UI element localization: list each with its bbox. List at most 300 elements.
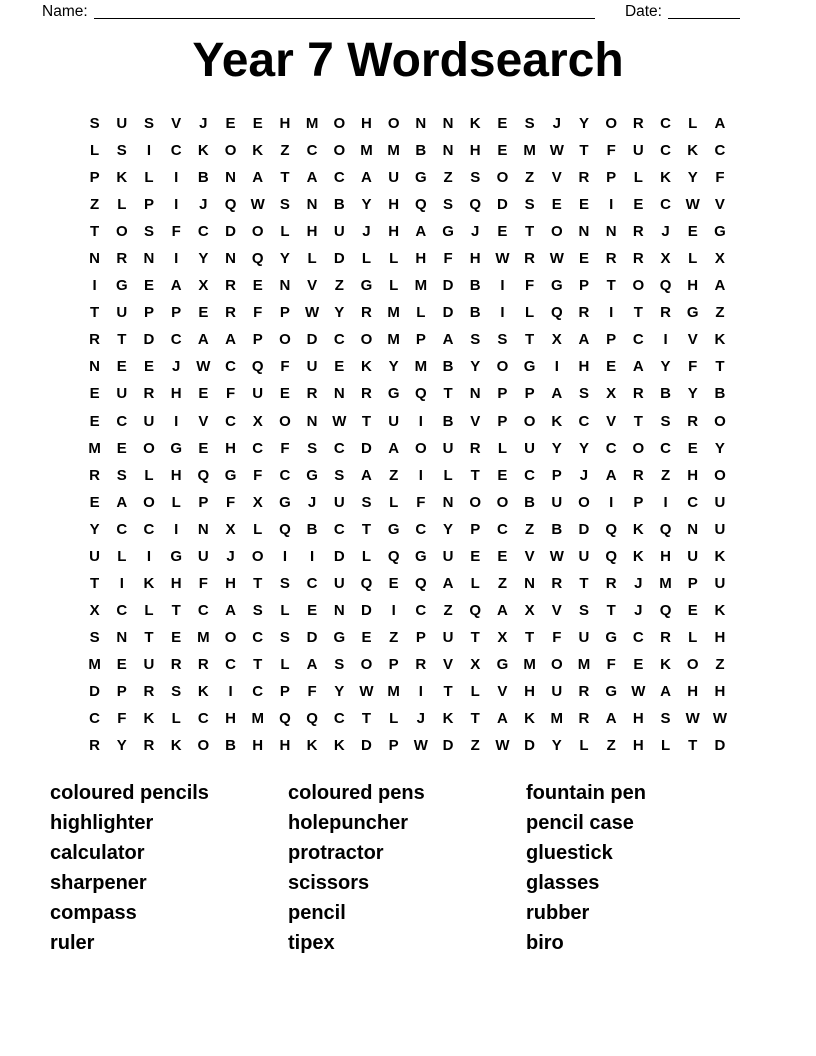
grid-cell: D	[225, 223, 236, 241]
grid-cell: S	[143, 223, 154, 241]
grid-cell: K	[143, 710, 155, 728]
grid-cell: S	[307, 439, 318, 457]
grid-cell: M	[360, 142, 373, 160]
grid-cell: J	[171, 358, 181, 376]
grid-cell: K	[660, 169, 671, 187]
grid-cell: B	[225, 737, 236, 755]
header-row	[42, 3, 740, 21]
grid-cell: K	[442, 710, 454, 728]
grid-cell: I	[418, 412, 423, 430]
grid-cell: D	[442, 737, 454, 755]
grid-cell: E	[361, 628, 372, 646]
grid-cell: E	[198, 439, 209, 457]
grid-cell: H	[279, 737, 291, 755]
grid-cell: R	[578, 304, 590, 322]
grid-cell: A	[496, 710, 508, 728]
grid-cell: M	[414, 277, 428, 295]
grid-cell: S	[334, 655, 345, 673]
grid-row	[81, 380, 734, 407]
grid-cell: E	[470, 547, 481, 565]
grid-cell: S	[524, 115, 535, 133]
grid-cell: O	[686, 655, 699, 673]
grid-cell: L	[307, 250, 317, 268]
grid-cell: G	[605, 683, 617, 700]
word-list-item: ruler	[50, 931, 95, 954]
grid-cell: H	[632, 710, 644, 728]
grid-cell: R	[361, 304, 372, 322]
grid-cell: U	[551, 683, 563, 700]
grid-cell: F	[225, 493, 236, 511]
grid-cell: R	[578, 169, 590, 187]
grid-cell: K	[170, 737, 182, 755]
grid-cell: L	[688, 250, 698, 268]
grid-cell: F	[416, 493, 426, 511]
grid-cell: G	[279, 493, 291, 511]
grid-cell: W	[495, 250, 510, 268]
date-label: Date:	[624, 3, 662, 20]
grid-cell: S	[279, 574, 290, 592]
grid-cell: R	[361, 385, 372, 403]
grid-cell: R	[632, 115, 644, 133]
grid-cell: U	[442, 439, 454, 457]
grid-cell: T	[443, 683, 453, 700]
grid-cell: Z	[525, 520, 535, 538]
grid-cell: A	[551, 385, 563, 403]
grid-cell: X	[497, 628, 508, 646]
grid-row	[81, 570, 734, 597]
grid-cell: P	[415, 628, 426, 646]
grid-cell: C	[687, 493, 699, 511]
grid-cell: S	[143, 115, 154, 133]
grid-cell: G	[415, 169, 427, 187]
grid-cell: B	[524, 493, 536, 511]
grid-cell: O	[632, 439, 645, 457]
grid-cell: N	[578, 223, 590, 241]
grid-cell: N	[197, 520, 209, 538]
grid-cell: P	[198, 493, 209, 511]
grid-cell: C	[197, 710, 209, 728]
grid-cell: V	[524, 547, 535, 565]
grid-cell: N	[306, 412, 318, 430]
wordsearch-grid	[81, 110, 734, 759]
grid-cell: N	[469, 385, 481, 403]
grid-cell: E	[171, 628, 182, 646]
grid-cell: U	[551, 493, 563, 511]
name-label: Name:	[42, 3, 88, 20]
grid-cell: E	[687, 439, 698, 457]
grid-cell: E	[687, 601, 698, 619]
grid-cell: P	[470, 520, 481, 538]
grid-cell: A	[632, 358, 644, 376]
grid-cell: M	[197, 628, 210, 646]
grid-cell: V	[470, 412, 481, 430]
grid-cell: T	[253, 655, 263, 673]
grid-cell: T	[525, 331, 535, 349]
grid-cell: D	[333, 547, 345, 565]
grid-cell: R	[143, 683, 155, 700]
grid-cell: A	[225, 331, 236, 349]
grid-cell: N	[225, 250, 236, 268]
grid-cell: Q	[415, 574, 427, 592]
grid-cell: L	[633, 169, 643, 187]
grid-cell: X	[252, 493, 263, 511]
word-list-item: rubber	[526, 901, 590, 924]
grid-cell: H	[660, 547, 671, 565]
grid-cell: N	[687, 520, 699, 538]
grid-cell: I	[174, 520, 179, 538]
grid-cell: E	[497, 142, 508, 160]
grid-cell: J	[634, 574, 643, 592]
grid-cell: L	[497, 439, 507, 457]
grid-cell: S	[660, 412, 671, 430]
grid-cell: H	[361, 115, 372, 133]
grid-cell: O	[197, 737, 210, 755]
grid-cell: B	[714, 385, 726, 403]
grid-cell: V	[307, 277, 318, 295]
grid-cell: A	[442, 331, 454, 349]
grid-cell: Y	[116, 737, 127, 755]
grid-cell: F	[307, 683, 317, 700]
grid-cell: C	[333, 169, 345, 187]
grid-cell: I	[391, 601, 396, 619]
grid-cell: G	[415, 547, 427, 565]
word-list-item: compass	[50, 901, 137, 924]
grid-cell: W	[413, 737, 428, 755]
grid-cell: B	[442, 358, 454, 376]
grid-row	[81, 299, 734, 326]
grid-cell: R	[605, 574, 617, 592]
grid-cell: D	[143, 331, 155, 349]
grid-cell: Q	[415, 196, 427, 214]
word-list-item: calculator	[50, 841, 145, 864]
grid-cell: C	[116, 601, 128, 619]
grid-cell: Q	[224, 196, 237, 214]
grid-cell: V	[606, 412, 617, 430]
grid-cell: P	[415, 331, 426, 349]
grid-cell: C	[660, 196, 671, 214]
grid-cell: W	[359, 683, 374, 700]
grid-cell: O	[605, 115, 617, 133]
grid-cell: H	[388, 196, 400, 214]
grid-row	[81, 245, 734, 272]
grid-cell: U	[306, 358, 318, 376]
grid-cell: Y	[443, 520, 454, 538]
grid-cell: A	[388, 439, 400, 457]
grid-cell: F	[552, 628, 562, 646]
grid-cell: Y	[279, 250, 290, 268]
grid-cell: P	[606, 331, 617, 349]
grid-cell: T	[579, 142, 589, 160]
grid-cell: Y	[551, 439, 562, 457]
grid-cell: K	[333, 737, 345, 755]
grid-cell: Q	[469, 196, 482, 214]
grid-cell: H	[687, 277, 699, 295]
grid-cell: R	[89, 737, 101, 755]
grid-cell: A	[605, 710, 617, 728]
grid-cell: F	[606, 655, 616, 673]
grid-cell: S	[279, 628, 290, 646]
grid-cell: Z	[715, 655, 725, 673]
grid-cell: G	[115, 277, 128, 295]
grid-cell: E	[225, 115, 236, 133]
grid-cell: T	[443, 385, 453, 403]
grid-cell: O	[333, 142, 346, 160]
grid-cell: K	[469, 115, 481, 133]
grid-cell: Y	[334, 683, 345, 700]
grid-cell: C	[225, 412, 236, 430]
grid-cell: A	[252, 169, 264, 187]
grid-cell: K	[116, 169, 128, 187]
grid-cell: H	[687, 683, 699, 700]
grid-cell: R	[632, 250, 644, 268]
grid-cell: R	[632, 385, 644, 403]
grid-cell: S	[116, 466, 127, 484]
grid-cell: C	[197, 223, 209, 241]
grid-cell: J	[362, 223, 371, 241]
grid-cell: T	[171, 601, 181, 619]
grid-cell: L	[470, 683, 480, 700]
grid-cell: B	[306, 520, 318, 538]
grid-cell: V	[497, 683, 508, 700]
grid-cell: X	[606, 385, 617, 403]
grid-cell: Y	[660, 358, 671, 376]
grid-cell: K	[197, 683, 209, 700]
grid-cell: A	[496, 601, 508, 619]
grid-cell: Y	[361, 196, 372, 214]
grid-cell: M	[523, 655, 536, 673]
grid-row	[81, 191, 734, 218]
grid-cell: K	[551, 412, 563, 430]
grid-cell: H	[469, 142, 481, 160]
grid-cell: O	[279, 412, 291, 430]
grid-cell: D	[442, 304, 454, 322]
grid-cell: M	[387, 142, 400, 160]
grid-cell: U	[116, 385, 128, 403]
grid-cell: H	[632, 737, 644, 755]
grid-cell: R	[469, 439, 481, 457]
grid-cell: E	[497, 115, 508, 133]
grid-cell: L	[389, 710, 399, 728]
grid-row	[81, 137, 734, 164]
grid-cell: C	[333, 331, 345, 349]
grid-cell: L	[389, 493, 399, 511]
grid-cell: O	[714, 466, 726, 484]
grid-cell: N	[442, 115, 454, 133]
grid-cell: A	[225, 601, 236, 619]
grid-cell: C	[333, 710, 345, 728]
grid-cell: J	[552, 115, 561, 133]
grid-cell: N	[89, 250, 101, 268]
grid-cell: L	[688, 115, 698, 133]
grid-cell: F	[198, 574, 208, 592]
grid-cell: N	[442, 142, 454, 160]
grid-cell: E	[116, 439, 127, 457]
grid-cell: L	[280, 601, 290, 619]
grid-cell: U	[333, 574, 345, 592]
grid-cell: C	[306, 574, 318, 592]
grid-cell: G	[360, 277, 373, 295]
grid-cell: C	[632, 331, 644, 349]
grid-cell: J	[416, 710, 426, 728]
grid-cell: U	[333, 223, 345, 241]
grid-cell: E	[497, 547, 508, 565]
grid-cell: F	[117, 710, 127, 728]
grid-cell: A	[170, 277, 182, 295]
grid-cell: H	[469, 250, 481, 268]
grid-cell: I	[554, 358, 559, 376]
grid-cell: T	[361, 412, 372, 430]
word-list-item: tipex	[288, 931, 335, 954]
grid-cell: U	[442, 547, 454, 565]
grid-cell: I	[119, 574, 124, 592]
grid-cell: E	[89, 412, 100, 430]
grid-cell: L	[470, 574, 480, 592]
word-list-column	[50, 779, 288, 958]
grid-cell: U	[714, 493, 726, 511]
grid-cell: R	[116, 250, 128, 268]
grid-cell: R	[632, 466, 644, 484]
grid-cell: N	[333, 601, 345, 619]
grid-cell: P	[279, 304, 290, 322]
grid-cell: X	[714, 250, 725, 268]
grid-cell: E	[116, 655, 127, 673]
grid-cell: I	[418, 683, 423, 700]
grid-cell: P	[252, 331, 263, 349]
grid-cell: H	[578, 358, 590, 376]
grid-cell: M	[88, 439, 101, 457]
grid-cell: O	[578, 493, 590, 511]
grid-cell: E	[633, 655, 644, 673]
grid-cell: D	[714, 737, 726, 755]
grid-cell: Q	[605, 547, 617, 565]
grid-cell: S	[334, 466, 345, 484]
grid-cell: Q	[251, 250, 264, 268]
grid-cell: Y	[687, 385, 698, 403]
grid-cell: N	[279, 277, 291, 295]
grid-cell: V	[687, 331, 698, 349]
grid-cell: S	[578, 385, 589, 403]
grid-cell: W	[250, 196, 265, 214]
grid-cell: R	[578, 683, 590, 700]
grid-cell: U	[442, 628, 454, 646]
grid-row	[81, 624, 734, 651]
grid-cell: D	[361, 439, 372, 457]
grid-cell: E	[198, 304, 209, 322]
grid-cell: Y	[687, 169, 698, 187]
grid-cell: T	[525, 223, 535, 241]
grid-cell: C	[415, 601, 427, 619]
grid-cell: Q	[279, 710, 291, 728]
grid-cell: T	[470, 710, 480, 728]
grid-cell: O	[415, 439, 427, 457]
grid-cell: C	[524, 466, 536, 484]
grid-cell: B	[551, 520, 563, 538]
grid-cell: S	[470, 331, 481, 349]
grid-cell: R	[89, 466, 101, 484]
grid-cell: J	[199, 196, 208, 214]
grid-cell: D	[578, 520, 590, 538]
grid-cell: B	[660, 385, 671, 403]
grid-cell: I	[418, 466, 423, 484]
grid-cell: G	[523, 358, 536, 376]
word-list-item: pencil	[288, 901, 346, 924]
grid-cell: T	[144, 628, 154, 646]
grid-cell: A	[578, 331, 590, 349]
grid-cell: C	[660, 142, 671, 160]
grid-cell: T	[90, 304, 100, 322]
grid-cell: X	[225, 520, 236, 538]
grid-cell: P	[497, 385, 508, 403]
grid-cell: H	[714, 628, 726, 646]
grid-cell: G	[442, 223, 454, 241]
grid-cell: K	[306, 737, 318, 755]
grid-cell: L	[416, 304, 426, 322]
grid-cell: Z	[389, 466, 399, 484]
grid-cell: R	[660, 304, 671, 322]
grid-cell: S	[116, 142, 127, 160]
grid-cell: T	[280, 169, 290, 187]
grid-cell: J	[199, 115, 208, 133]
word-list-column	[288, 779, 526, 958]
grid-cell: O	[523, 412, 536, 430]
grid-cell: A	[306, 655, 318, 673]
grid-cell: S	[470, 169, 481, 187]
grid-cell: T	[606, 601, 616, 619]
grid-cell: G	[387, 520, 400, 538]
grid-cell: K	[361, 358, 372, 376]
grid-row	[81, 353, 734, 380]
grid-cell: C	[225, 358, 236, 376]
grid-cell: E	[89, 493, 100, 511]
grid-cell: N	[306, 196, 318, 214]
grid-cell: Q	[659, 601, 672, 619]
grid-cell: M	[550, 710, 564, 728]
grid-cell: G	[170, 547, 182, 565]
grid-cell: G	[686, 304, 699, 322]
grid-cell: E	[334, 358, 345, 376]
grid-cell: H	[388, 223, 400, 241]
grid-cell: L	[688, 628, 698, 646]
grid-cell: U	[687, 547, 699, 565]
grid-cell: P	[388, 737, 399, 755]
grid-cell: K	[143, 574, 155, 592]
grid-cell: C	[333, 520, 345, 538]
grid-cell: K	[714, 547, 726, 565]
grid-cell: P	[524, 385, 535, 403]
grid-cell: E	[279, 385, 290, 403]
grid-cell: H	[687, 466, 699, 484]
grid-cell: I	[663, 331, 668, 349]
grid-cell: J	[226, 547, 235, 565]
grid-cell: L	[660, 737, 671, 755]
grid-cell: C	[143, 520, 155, 538]
grid-cell: J	[579, 466, 589, 484]
grid-cell: U	[333, 493, 345, 511]
grid-cell: F	[606, 142, 616, 160]
grid-cell: M	[414, 358, 428, 376]
grid-cell: H	[524, 683, 536, 700]
grid-cell: O	[496, 358, 509, 376]
grid-cell: A	[714, 277, 726, 295]
grid-cell: X	[89, 601, 100, 619]
grid-cell: B	[469, 304, 481, 322]
grid-row	[81, 164, 734, 191]
grid-cell: H	[415, 250, 427, 268]
grid-cell: O	[714, 412, 726, 430]
grid-cell: Z	[606, 737, 616, 755]
grid-cell: M	[523, 142, 536, 160]
grid-cell: F	[688, 358, 698, 376]
